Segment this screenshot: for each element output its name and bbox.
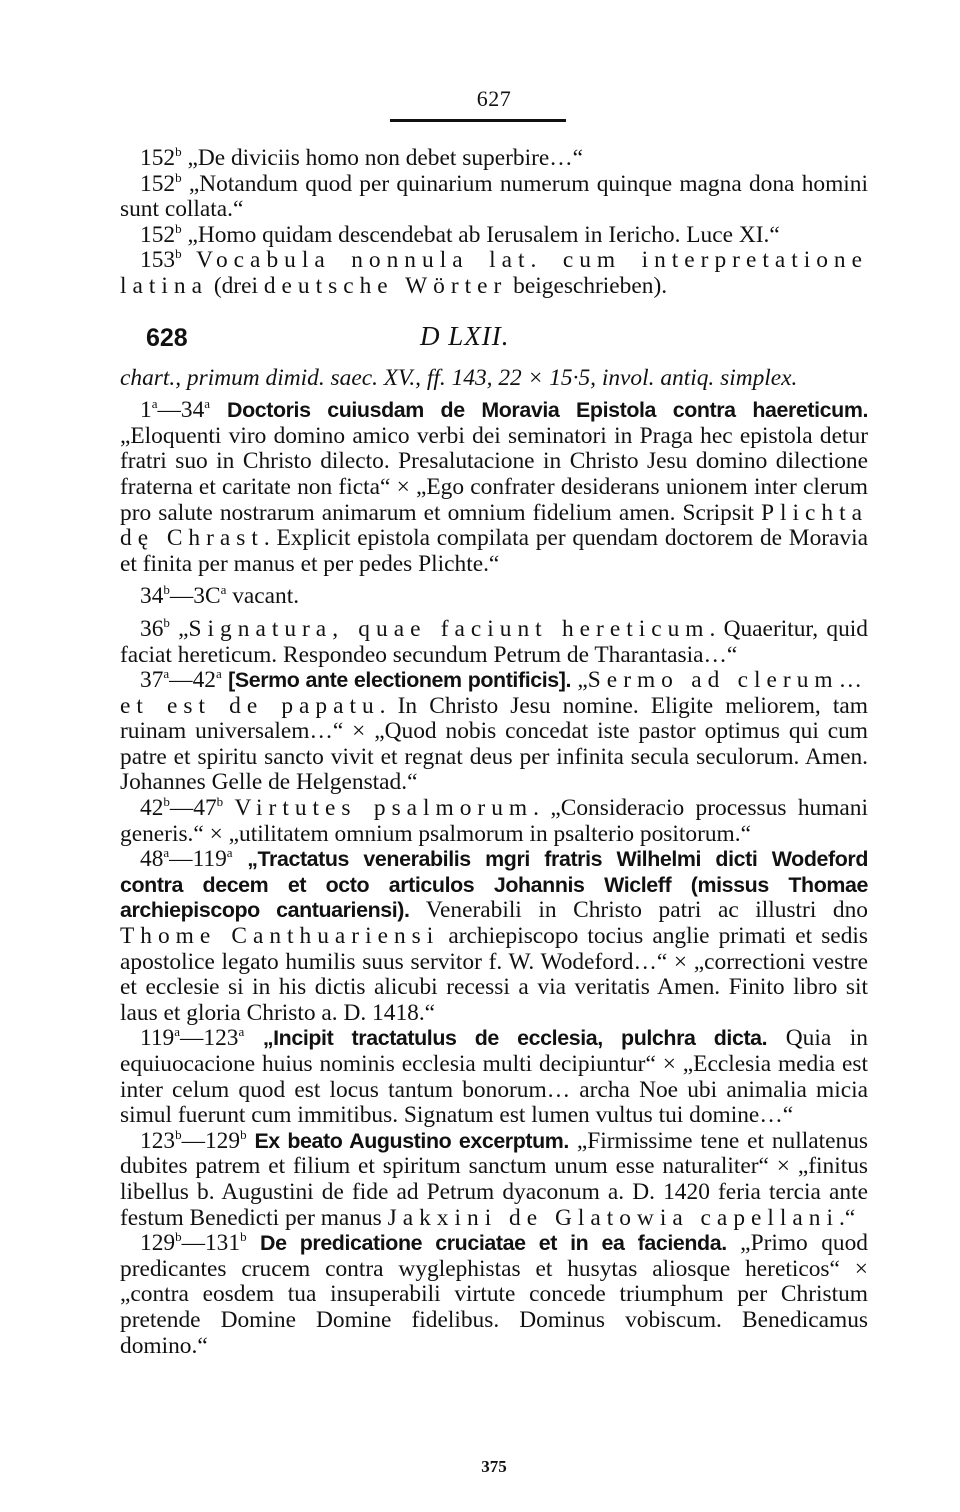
manuscript-description: chart., primum dimid. saec. XV., ff. 143, 22 × 15·5, invol. antiq. simplex. bbox=[120, 364, 798, 391]
content-item: 42$^b$—47$^b$ Virtutes psalmorum. „Consideracio processus humani generis.“ × „utilitatem omnium psalmorum in psalterio positorum.“ bbox=[120, 794, 868, 847]
footer-page-number: 375 bbox=[481, 1457, 507, 1476]
content-item: 36$^b$ „Signatura, quae faciunt hereticum. Quaeritur, quid faciat hereticum. Respondeo secundum Petrum de Tharantasia…“ bbox=[120, 615, 868, 668]
entry-line: 153$^b$ Vocabula nonnula lat. cum interpretatione latina (drei deutsche Wörter beigeschrieben). bbox=[120, 246, 868, 299]
content-item: 37$^a$—42$^a$ [Sermo ante electionem pontificis]. „Sermo ad clerum… et est de papatu. In Christo Jesu nomine. Eligite meliorem, tam ruinam universalem…“ × „Quod nobis concedat iste pastor optimus qui cum patre et spiritu sancto vivit et regnat deus per infinita secula seculorum. Amen. Johannes Gelle de Helgenstad.“ bbox=[120, 666, 868, 796]
catalog-page bbox=[120, 0, 868, 1512]
content-item: 123$^b$—129$^b$ Ex beato Augustino excerptum. „Firmissime tene et nullatenus dubites patrem et filium et spiritum sanctum unum esse naturaliter“ × „finitus libellus b. Augustini de fide ad Petrum dyaconum a. D. 1420 feria tercia ante festum Benedicti per manus Jakxini de Glatowia capellani.“ bbox=[120, 1126, 868, 1231]
entry-line: 152$^b$ „Notandum quod per quinarium numerum quinque magna dona homini sunt collata.“ bbox=[120, 169, 868, 223]
entry-line: 152$^b$ „Homo quidam descendebat ab Ierusalem in Iericho. Luce XI.“ bbox=[140, 220, 780, 248]
manuscript-heading bbox=[120, 314, 868, 366]
manuscript-number: 628 bbox=[146, 323, 188, 352]
page-body bbox=[120, 146, 868, 1359]
page-number: 627 bbox=[476, 86, 512, 111]
content-item: 48$^a$—119$^a$ „Tractatus venerabilis mgri fratris Wilhelmi dicti Wodeford contra decem et octo articulos Johannis Wicleff (missus Thomae archiepiscopo cantuariensi). Venerabili in Christo patri ac illustri dno Thome Canthuariensi archiepiscopo tocius anglie primati et sedis apostolice legato humilis suus servitor f. W. Wodeford…“ × „correctioni vestre et ecclesie si in his dictis alicubi recessi a via veritatis Amen. Finito libro sit laus et gloria Christo a. D. 1418.“ bbox=[120, 845, 868, 1026]
entry-line: 152$^b$ „De diviciis homo non debet superbire…“ bbox=[140, 144, 584, 171]
manuscript-signature: D LXII. bbox=[420, 320, 510, 351]
content-item: 129$^b$—131$^b$ De predicatione cruciatae et in ea facienda. „Primo quod predicantes crucem contra wyglephistas et husytas aliosque hereticos“ × „contra eosdem tua insuperabili virtute concede triumphum per Christum pretende Domine Domine fidelibus. Dominus vobiscum. Benedicamus domino.“ bbox=[120, 1229, 868, 1359]
content-item: 119$^a$—123$^a$ „Incipit tractatulus de ecclesia, pulchra dicta. Quia in equiuocacione huius nominis ecclesia multi decipiuntur“ × „Ecclesia media est inter celum quod est locus tantum bonorum… archa Noe ubi animalia micia simul fuerunt cum immitibus. Signatum est lumen vultus tui domine…“ bbox=[120, 1024, 868, 1129]
header-rule bbox=[390, 119, 566, 122]
content-item: 1$^a$—34$^a$ Doctoris cuiusdam de Moravia Epistola contra haereticum. „Eloquenti viro domino amico verbi dei seminatori in Praga hec epistola detur fratri suo in Christo dilecto. Presalutacione in Christo Jesu domino dilectione fraterna et caritate non ficta“ × „Ego confrater desiderans unionem inter clerum pro salute nostrarum animarum et omnium fidelium amen. Scripsit Plichta dę Chrast. Explicit epistola compilata per quendam doctorem de Moravia et finita per manus et per pedes Plichte.“ bbox=[120, 396, 869, 577]
content-item: $34^b—3C^a$ vacant. bbox=[140, 582, 300, 610]
